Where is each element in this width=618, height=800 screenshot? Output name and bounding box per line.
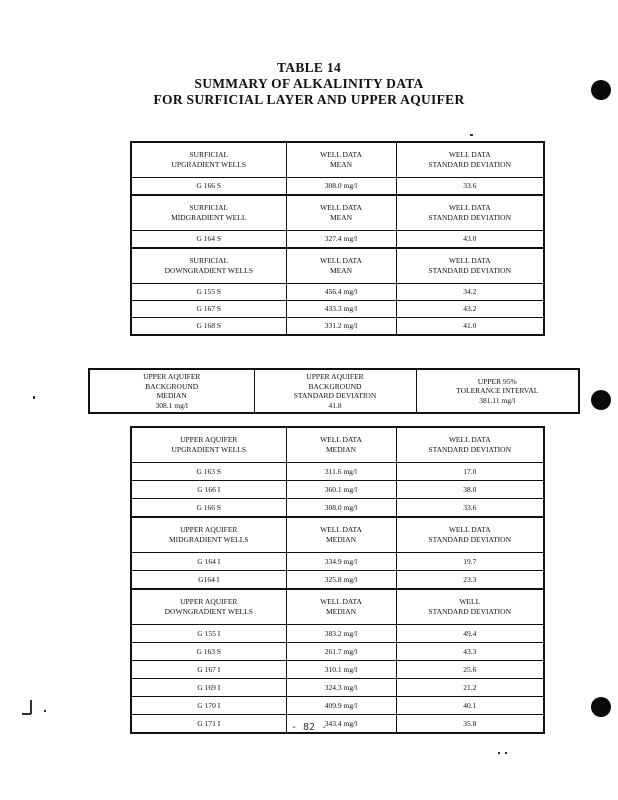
table-row bbox=[131, 463, 544, 481]
cell-line: WELL bbox=[459, 597, 481, 606]
cell-line: UPPER AQUIFER bbox=[180, 597, 238, 606]
well-std-dev: 41.0 bbox=[396, 318, 544, 336]
well-median: 343.4 mg/l bbox=[286, 715, 396, 734]
cell-line: MEAN bbox=[329, 213, 353, 222]
well-mean: 308.0 mg/l bbox=[286, 178, 396, 196]
table-row bbox=[131, 499, 544, 518]
column-header bbox=[286, 517, 396, 553]
well-std-dev: 25.6 bbox=[396, 661, 544, 679]
cell-line: STANDARD DEVIATION bbox=[428, 266, 512, 275]
cell-line: STANDARD DEVIATION bbox=[428, 160, 512, 169]
cell-line: WELL DATA bbox=[448, 435, 491, 444]
cell-line: MEDIAN bbox=[156, 391, 187, 400]
well-id: G 155 S bbox=[131, 284, 286, 301]
binder-hole bbox=[591, 80, 611, 100]
cell-line: UPGRADIENT WELLS bbox=[171, 160, 246, 169]
well-id: G 164 I bbox=[131, 553, 286, 571]
group-header bbox=[131, 142, 286, 178]
well-id: G 155 I bbox=[131, 625, 286, 643]
cell-line: STANDARD DEVIATION bbox=[428, 607, 512, 616]
well-median: 409.9 mg/l bbox=[286, 697, 396, 715]
well-std-dev: 21.2 bbox=[396, 679, 544, 697]
cell-line: UPPER AQUIFER bbox=[180, 435, 238, 444]
cell-line: UPPER AQUIFER bbox=[306, 372, 364, 381]
scan-speck bbox=[505, 752, 507, 754]
surficial-table bbox=[130, 141, 545, 336]
column-header bbox=[396, 517, 544, 553]
well-std-dev: 43.2 bbox=[396, 301, 544, 318]
cell-line: DOWNGRADIENT WELLS bbox=[164, 266, 253, 275]
well-mean: 433.3 mg/l bbox=[286, 301, 396, 318]
binder-hole bbox=[591, 697, 611, 717]
header-row bbox=[131, 248, 544, 284]
cell-line: WELL DATA bbox=[448, 203, 491, 212]
well-id: G 171 I bbox=[131, 715, 286, 734]
header-row bbox=[131, 517, 544, 553]
binder-hole bbox=[591, 390, 611, 410]
well-std-dev: 17.0 bbox=[396, 463, 544, 481]
scan-speck bbox=[498, 752, 500, 754]
well-id: G 166 I bbox=[131, 481, 286, 499]
well-std-dev: 33.6 bbox=[396, 499, 544, 518]
table-row bbox=[131, 643, 544, 661]
cell-line: UPPER 95% bbox=[477, 376, 517, 386]
well-median: 383.2 mg/l bbox=[286, 625, 396, 643]
well-std-dev: 49.4 bbox=[396, 625, 544, 643]
well-median: 310.1 mg/l bbox=[286, 661, 396, 679]
cell-line: MEAN bbox=[329, 160, 353, 169]
tolerance-interval bbox=[416, 369, 579, 413]
cell-line: UPGRADIENT WELLS bbox=[171, 445, 246, 454]
well-std-dev: 43.0 bbox=[396, 231, 544, 249]
cell-line: BACKGROUND bbox=[308, 381, 362, 391]
cell-line: STANDARD DEVIATION bbox=[428, 445, 512, 454]
cell-line: MIDGRADIENT WELLS bbox=[168, 535, 249, 544]
well-std-dev: 35.8 bbox=[396, 715, 544, 734]
well-id: G 166 S bbox=[131, 178, 286, 196]
table-row bbox=[131, 679, 544, 697]
well-id: G 168 S bbox=[131, 318, 286, 336]
header-row bbox=[131, 589, 544, 625]
table-row bbox=[131, 284, 544, 301]
well-std-dev: 19.7 bbox=[396, 553, 544, 571]
well-mean: 456.4 mg/l bbox=[286, 284, 396, 301]
cell-line: UPPER AQUIFER bbox=[180, 525, 238, 534]
column-header bbox=[286, 248, 396, 284]
background-std-dev bbox=[254, 369, 416, 413]
well-id: G 170 I bbox=[131, 697, 286, 715]
well-id: G 167 I bbox=[131, 661, 286, 679]
cell-line: STANDARD DEVIATION bbox=[428, 535, 512, 544]
well-std-dev: 23.3 bbox=[396, 571, 544, 590]
cell-line: MEDIAN bbox=[326, 607, 356, 616]
scan-speck bbox=[30, 700, 32, 714]
column-header bbox=[396, 195, 544, 231]
table-title: SUMMARY OF ALKALINITY DATA bbox=[194, 76, 424, 91]
cell-line: 308.1 mg/l bbox=[155, 400, 188, 410]
cell-line: WELL DATA bbox=[320, 150, 362, 159]
table-row bbox=[131, 697, 544, 715]
cell-line: 381.11 mg/l bbox=[479, 395, 516, 405]
well-id: G 164 S bbox=[131, 231, 286, 249]
column-header bbox=[286, 142, 396, 178]
cell-line: WELL DATA bbox=[320, 203, 362, 212]
well-id: G 167 S bbox=[131, 301, 286, 318]
scan-speck bbox=[470, 134, 473, 136]
column-header bbox=[396, 142, 544, 178]
table-row bbox=[131, 481, 544, 499]
column-header bbox=[286, 589, 396, 625]
table-row bbox=[131, 553, 544, 571]
table-row bbox=[131, 231, 544, 249]
well-id: G 163 S bbox=[131, 463, 286, 481]
table-row bbox=[131, 178, 544, 196]
cell-line: WELL DATA bbox=[320, 597, 362, 606]
scan-speck bbox=[33, 396, 35, 399]
well-std-dev: 33.6 bbox=[396, 178, 544, 196]
column-header bbox=[286, 195, 396, 231]
well-mean: 331.2 mg/l bbox=[286, 318, 396, 336]
well-id: G 163 S bbox=[131, 643, 286, 661]
well-mean: 327.4 mg/l bbox=[286, 231, 396, 249]
scan-speck bbox=[44, 710, 46, 712]
well-median: 308.0 mg/l bbox=[286, 499, 396, 518]
header-row bbox=[131, 427, 544, 463]
table-row bbox=[131, 661, 544, 679]
well-median: 325.8 mg/l bbox=[286, 571, 396, 590]
header-row bbox=[131, 195, 544, 231]
cell-line: WELL DATA bbox=[448, 256, 491, 265]
background-summary-table bbox=[88, 368, 580, 414]
well-id: G164 I bbox=[131, 571, 286, 590]
cell-line: STANDARD DEVIATION bbox=[428, 213, 512, 222]
table-number: TABLE 14 bbox=[276, 60, 342, 75]
cell-line: BACKGROUND bbox=[145, 381, 199, 391]
cell-line: MIDGRADIENT WELL bbox=[171, 213, 247, 222]
page-number: - 82 - bbox=[290, 722, 328, 733]
cell-line: UPPER AQUIFER bbox=[143, 372, 201, 381]
cell-line: WELL DATA bbox=[320, 525, 362, 534]
column-header bbox=[286, 427, 396, 463]
column-header bbox=[396, 248, 544, 284]
well-median: 324.3 mg/l bbox=[286, 679, 396, 697]
group-header bbox=[131, 589, 286, 625]
cell-line: SURFICIAL bbox=[189, 203, 229, 212]
well-std-dev: 43.3 bbox=[396, 643, 544, 661]
cell-line: 41.8 bbox=[328, 400, 342, 410]
well-std-dev: 34.2 bbox=[396, 284, 544, 301]
table-row bbox=[131, 571, 544, 590]
table-subtitle: FOR SURFICIAL LAYER AND UPPER AQUIFER bbox=[153, 92, 465, 107]
cell-line: MEAN bbox=[329, 266, 353, 275]
cell-line: WELL DATA bbox=[320, 435, 362, 444]
table-row bbox=[131, 301, 544, 318]
well-median: 334.9 mg/l bbox=[286, 553, 396, 571]
table-row bbox=[131, 625, 544, 643]
scan-speck bbox=[22, 713, 31, 715]
well-id: G 169 I bbox=[131, 679, 286, 697]
column-header bbox=[396, 589, 544, 625]
well-median: 311.6 mg/l bbox=[286, 463, 396, 481]
cell-line: WELL DATA bbox=[448, 150, 491, 159]
table-row bbox=[131, 318, 544, 336]
cell-line: MEDIAN bbox=[326, 445, 356, 454]
table-row bbox=[89, 369, 579, 413]
group-header bbox=[131, 427, 286, 463]
header-row bbox=[131, 142, 544, 178]
cell-line: WELL DATA bbox=[320, 256, 362, 265]
background-median bbox=[89, 369, 254, 413]
cell-line: STANDARD DEVIATION bbox=[293, 391, 377, 400]
cell-line: WELL DATA bbox=[448, 525, 491, 534]
cell-line: MEDIAN bbox=[326, 535, 356, 544]
group-header bbox=[131, 248, 286, 284]
group-header bbox=[131, 195, 286, 231]
group-header bbox=[131, 517, 286, 553]
cell-line: DOWNGRADIENT WELLS bbox=[164, 607, 253, 616]
well-std-dev: 40.1 bbox=[396, 697, 544, 715]
well-id: G 166 S bbox=[131, 499, 286, 518]
well-std-dev: 38.0 bbox=[396, 481, 544, 499]
cell-line: TOLERANCE INTERVAL bbox=[456, 386, 539, 396]
upper-aquifer-table bbox=[130, 426, 545, 734]
cell-line: SURFICIAL bbox=[189, 256, 229, 265]
column-header bbox=[396, 427, 544, 463]
well-median: 261.7 mg/l bbox=[286, 643, 396, 661]
well-median: 360.1 mg/l bbox=[286, 481, 396, 499]
cell-line: SURFICIAL bbox=[189, 150, 229, 159]
